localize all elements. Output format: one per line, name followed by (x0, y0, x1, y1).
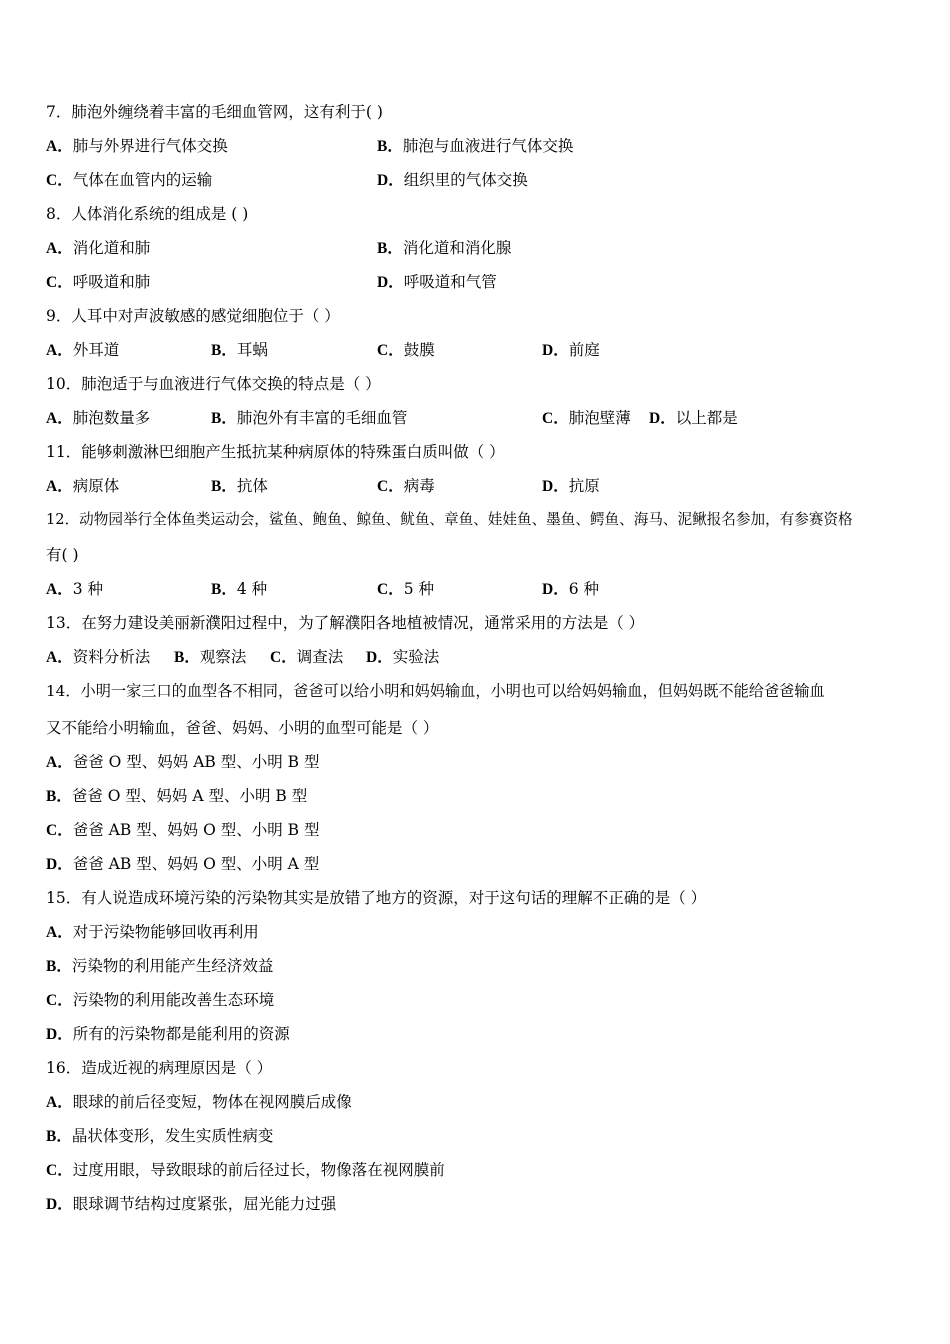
question-13-option-a (46, 647, 150, 668)
question-15-option-d (46, 1024, 290, 1044)
option-label: D． (377, 172, 404, 189)
question-16-option-d (46, 1194, 336, 1214)
option-text: 对于污染物能够回收再利用 (72, 923, 259, 941)
option-label: C． (377, 478, 404, 495)
option-label: D． (366, 649, 393, 666)
question-8-stem (46, 204, 248, 224)
question-12-text-line1: 12．动物园举行全体鱼类运动会，鲨鱼、鲍鱼、鲸鱼、鱿鱼、章鱼、娃娃鱼、墨鱼、鳄鱼、海马、泥鳅报名参加，有参赛资格 (46, 511, 853, 528)
option-label: B． (46, 958, 72, 975)
question-10-option-b (211, 408, 407, 429)
option-text: 爸爸 O 型、妈妈 AB 型、小明 B 型 (72, 753, 320, 771)
option-label: B． (377, 240, 403, 257)
question-7-option-a (46, 136, 228, 157)
option-text: 病毒 (403, 477, 435, 495)
option-text: 肺泡数量多 (72, 409, 151, 427)
question-10-option-a (46, 408, 150, 429)
option-text: 污染物的利用能产生经济效益 (71, 957, 274, 975)
question-9-option-c (377, 340, 435, 361)
option-text: 肺泡壁薄 (568, 409, 631, 427)
option-text: 外耳道 (72, 341, 120, 359)
option-text: 抗原 (568, 477, 600, 495)
question-9-text: 9．人耳中对声波敏感的感觉细胞位于（ ） (46, 307, 340, 325)
option-text: 组织里的气体交换 (403, 171, 528, 189)
option-text: 5 种 (403, 580, 434, 598)
option-text: 耳蜗 (236, 341, 268, 359)
option-label: C． (46, 274, 73, 291)
question-9-option-a (46, 340, 119, 361)
question-10-stem (46, 374, 381, 394)
option-label: D． (542, 342, 569, 359)
question-12-option-d (542, 579, 599, 600)
question-14-option-b (46, 786, 307, 806)
option-label: B． (46, 1128, 72, 1145)
question-13-option-c (270, 647, 343, 668)
option-text: 消化道和肺 (72, 239, 151, 257)
question-16-option-a (46, 1092, 352, 1112)
question-14-text-line1: 14．小明一家三口的血型各不相同，爸爸可以给小明和妈妈输血，小明也可以给妈妈输血，但妈妈既不能给爸爸输血 (46, 682, 825, 700)
option-label: A． (46, 478, 73, 495)
option-label: A． (46, 240, 73, 257)
question-7-option-d (377, 170, 528, 191)
option-text: 4 种 (236, 580, 268, 598)
option-label: D． (542, 478, 569, 495)
question-14-option-a (46, 752, 319, 772)
question-8-option-d (377, 272, 497, 293)
option-label: D． (46, 1196, 73, 1213)
question-7-stem (46, 102, 383, 122)
question-13-text: 13．在努力建设美丽新濮阳过程中，为了解濮阳各地植被情况，通常采用的方法是（ ） (46, 614, 645, 632)
question-13-option-d (366, 647, 439, 668)
question-12-text-line2: 有( ) (46, 546, 79, 564)
option-label: C． (542, 410, 569, 427)
question-8-option-c (46, 272, 150, 293)
option-label: D． (46, 856, 73, 873)
option-text: 观察法 (199, 648, 247, 666)
question-14-option-d (46, 854, 319, 874)
question-15-option-c (46, 990, 274, 1010)
option-label: D． (542, 581, 569, 598)
option-text: 爸爸 O 型、妈妈 A 型、小明 B 型 (71, 787, 308, 805)
question-8-text: 8．人体消化系统的组成是 ( ) (46, 205, 249, 223)
question-8-option-b (377, 238, 511, 259)
option-label: A． (46, 138, 73, 155)
option-text: 肺与外界进行气体交换 (72, 137, 228, 155)
option-text: 呼吸道和肺 (72, 273, 151, 291)
option-label: A． (46, 410, 73, 427)
question-7-option-b (377, 136, 573, 157)
option-text: 爸爸 AB 型、妈妈 O 型、小明 A 型 (72, 855, 320, 873)
option-label: A． (46, 342, 73, 359)
question-14-stem-line1 (46, 681, 825, 701)
option-label: C． (46, 172, 73, 189)
option-text: 调查法 (296, 648, 344, 666)
option-text: 实验法 (392, 648, 440, 666)
question-9-stem (46, 306, 340, 326)
option-label: C． (46, 992, 73, 1009)
option-text: 肺泡与血液进行气体交换 (402, 137, 574, 155)
option-label: B． (46, 788, 72, 805)
option-label: A． (46, 581, 73, 598)
question-11-option-b (211, 476, 268, 497)
option-label: D． (649, 410, 676, 427)
option-text: 所有的污染物都是能利用的资源 (72, 1025, 290, 1043)
option-label: D． (377, 274, 404, 291)
question-12-stem-line2 (46, 545, 79, 565)
option-text: 呼吸道和气管 (403, 273, 497, 291)
option-text: 眼球的前后径变短，物体在视网膜后成像 (72, 1093, 352, 1111)
option-text: 消化道和消化腺 (402, 239, 512, 257)
option-text: 鼓膜 (403, 341, 435, 359)
question-15-stem (46, 888, 706, 908)
question-14-text-line2: 又不能给小明输血，爸爸、妈妈、小明的血型可能是（ ） (46, 719, 439, 737)
question-12-option-a (46, 579, 103, 600)
option-text: 爸爸 AB 型、妈妈 O 型、小明 B 型 (72, 821, 320, 839)
question-15-option-b (46, 956, 273, 976)
question-9-option-b (211, 340, 268, 361)
option-label: B． (211, 410, 237, 427)
question-7-text: 7．肺泡外缠绕着丰富的毛细血管网，这有利于( ) (46, 103, 383, 121)
question-8-option-a (46, 238, 150, 259)
question-13-option-b (174, 647, 246, 668)
option-label: C． (270, 649, 297, 666)
question-12-option-c (377, 579, 434, 600)
question-16-text: 16．造成近视的病理原因是（ ） (46, 1059, 273, 1077)
question-14-option-c (46, 820, 319, 840)
question-12-option-b (211, 579, 267, 600)
option-label: D． (46, 1026, 73, 1043)
option-text: 前庭 (568, 341, 600, 359)
question-11-option-c (377, 476, 435, 497)
option-label: A． (46, 1094, 73, 1111)
question-16-stem (46, 1058, 272, 1078)
option-label: C． (46, 1162, 73, 1179)
option-label: A． (46, 924, 73, 941)
option-label: B． (211, 478, 237, 495)
option-text: 过度用眼，导致眼球的前后径过长，物像落在视网膜前 (72, 1161, 445, 1179)
option-text: 6 种 (568, 580, 599, 598)
option-label: B． (211, 581, 237, 598)
option-label: A． (46, 754, 73, 771)
option-text: 抗体 (236, 477, 268, 495)
question-10-text: 10．肺泡适于与血液进行气体交换的特点是（ ） (46, 375, 381, 393)
question-7-option-c (46, 170, 212, 191)
option-text: 肺泡外有丰富的毛细血管 (236, 409, 408, 427)
question-16-option-c (46, 1160, 445, 1180)
question-16-option-b (46, 1126, 273, 1146)
question-9-option-d (542, 340, 600, 361)
option-text: 以上都是 (675, 409, 738, 427)
option-label: C． (46, 822, 73, 839)
question-14-stem-line2 (46, 718, 438, 738)
question-15-text: 15．有人说造成环境污染的污染物其实是放错了地方的资源，对于这句话的理解不正确的是（ ） (46, 889, 707, 907)
option-label: A． (46, 649, 73, 666)
option-label: B． (211, 342, 237, 359)
question-11-stem (46, 442, 505, 462)
question-11-option-a (46, 476, 119, 497)
option-text: 气体在血管内的运输 (72, 171, 213, 189)
question-11-option-d (542, 476, 600, 497)
option-label: B． (174, 649, 200, 666)
question-13-stem (46, 613, 644, 633)
option-text: 污染物的利用能改善生态环境 (72, 991, 275, 1009)
option-text: 眼球调节结构过度紧张，屈光能力过强 (72, 1195, 337, 1213)
question-10-option-c (542, 408, 631, 429)
option-text: 晶状体变形，发生实质性病变 (71, 1127, 274, 1145)
option-label: C． (377, 581, 404, 598)
option-label: B． (377, 138, 403, 155)
question-12-stem-line1 (46, 510, 853, 530)
option-text: 资料分析法 (72, 648, 151, 666)
option-label: C． (377, 342, 404, 359)
question-15-option-a (46, 922, 259, 942)
option-text: 3 种 (72, 580, 103, 598)
option-text: 病原体 (72, 477, 120, 495)
question-10-option-d (649, 408, 738, 429)
question-11-text: 11．能够刺激淋巴细胞产生抵抗某种病原体的特殊蛋白质叫做（ ） (46, 443, 505, 461)
